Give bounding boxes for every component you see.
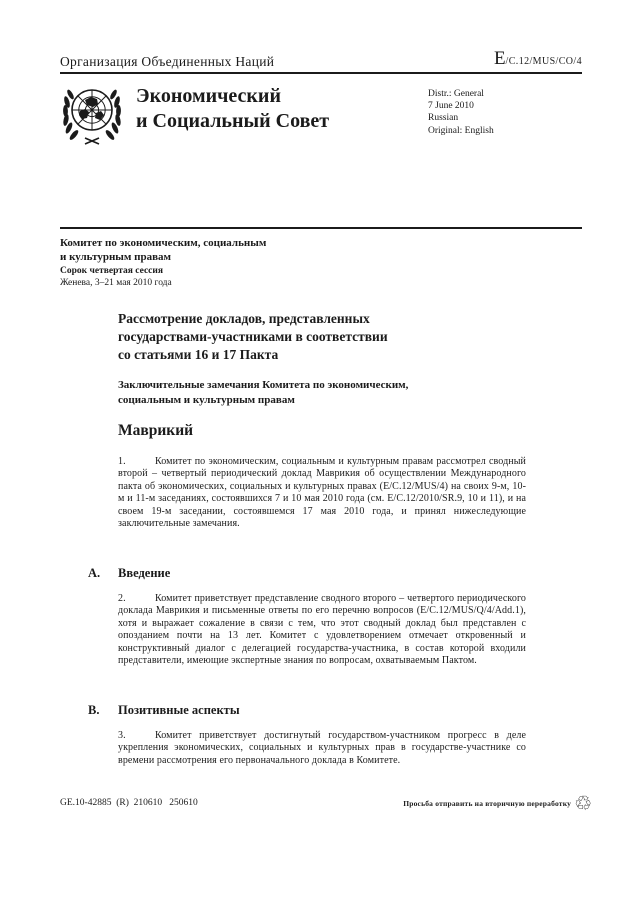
section-b-title: Позитивные аспекты — [118, 703, 240, 717]
un-emblem-icon — [56, 80, 128, 152]
paragraph-3 — [118, 730, 526, 767]
original-language-label: Original: English — [428, 125, 494, 136]
committee-name-line2: и культурным правам — [60, 251, 171, 263]
document-title — [118, 310, 388, 364]
paragraph-2-text: Комитет приветствует представление сводного второго – четвертого периодического доклада Маврикия и письменные ответы по его перечню вопросов (E/C.12/MUS/Q/4/Add.1), хотя и выражает сожаление в связи с тем, что этот сводный доклад был представлен с опозданием почти на 13 лет. Комитет с удовлетворением отмечает откровенный и конструктивный диалог с делегацией государства-участника, в состав которой входили представители, имеющие экспертные знания по вопросам, охватываемым Пактом. — [118, 593, 526, 667]
recycle-icon: ♲ — [574, 791, 592, 815]
committee-block — [60, 236, 266, 289]
council-title-line2: и Социальный Совет — [136, 110, 330, 132]
country-heading: Маврикий — [118, 422, 194, 439]
document-id-footer: GE.10-42885 (R) 210610 250610 — [60, 798, 198, 808]
distribution-block — [428, 88, 494, 137]
doc-symbol-number: /C.12/MUS/CO/4 — [505, 56, 582, 67]
document-subtitle-line2: социальным и культурным правам — [118, 394, 295, 406]
venue-label: Женева, 3–21 мая 2010 года — [60, 277, 172, 288]
document-title-line2: государствами-участниками в соответствии — [118, 329, 388, 344]
session-label: Сорок четвертая сессия — [60, 266, 163, 276]
document-subtitle-line1: Заключительные замечания Комитета по экономическим, — [118, 379, 409, 391]
paragraph-3-number: 3. — [118, 730, 126, 741]
doc-symbol-series: E — [493, 48, 506, 69]
date-label: 7 June 2010 — [428, 101, 474, 112]
language-label: Russian — [428, 113, 459, 124]
council-title — [136, 84, 329, 134]
section-a-letter: A. — [88, 566, 101, 580]
paragraph-2-number: 2. — [118, 593, 126, 604]
doc-symbol — [494, 48, 582, 70]
section-a-title: Введение — [118, 566, 171, 580]
paragraph-3-text: Комитет приветствует достигнутый государством-участником прогресс в деле укрепления экономических, социальных и культурных прав в государстве-участнике со времени рассмотрения его первоначального доклада в Комитете. — [118, 730, 526, 766]
document-title-line1: Рассмотрение докладов, представленных — [118, 311, 370, 326]
paragraph-1-text: Комитет по экономическим, социальным и культурным правам рассмотрел сводный второй – четвертый периодический доклад Маврикия об осуществлении Международного пакта об экономических, социальных и культурных правах (E/C.12/MUS/4) на своих 9-м, 10-м и 11-м заседаниях, состоявшихся 7 и 10 мая 2010 года (см. E/C.12/2010/SR.9, 10 и 11), и на своем 19-м заседании, состоявшемся 17 мая 2010 года, и принял нижеследующие заключительные замечания. — [118, 456, 526, 530]
document-subtitle — [118, 378, 408, 408]
committee-name-line1: Комитет по экономическим, социальным — [60, 237, 267, 249]
section-a-heading — [88, 566, 170, 581]
section-b-heading — [88, 703, 240, 718]
section-divider — [60, 227, 582, 229]
paragraph-1 — [118, 456, 526, 531]
paragraph-2 — [118, 593, 526, 668]
recycle-note-text: Просьба отправить на вторичную переработку — [403, 798, 572, 808]
masthead-divider — [60, 72, 582, 74]
org-name-label: Организация Объединенных Наций — [60, 54, 275, 69]
section-b-letter: B. — [88, 703, 100, 717]
council-title-line1: Экономический — [136, 85, 281, 107]
paragraph-1-number: 1. — [118, 456, 126, 467]
document-title-line3: со статьями 16 и 17 Пакта — [118, 347, 279, 362]
recycle-note — [403, 793, 592, 813]
distr-label: Distr.: General — [428, 89, 484, 99]
